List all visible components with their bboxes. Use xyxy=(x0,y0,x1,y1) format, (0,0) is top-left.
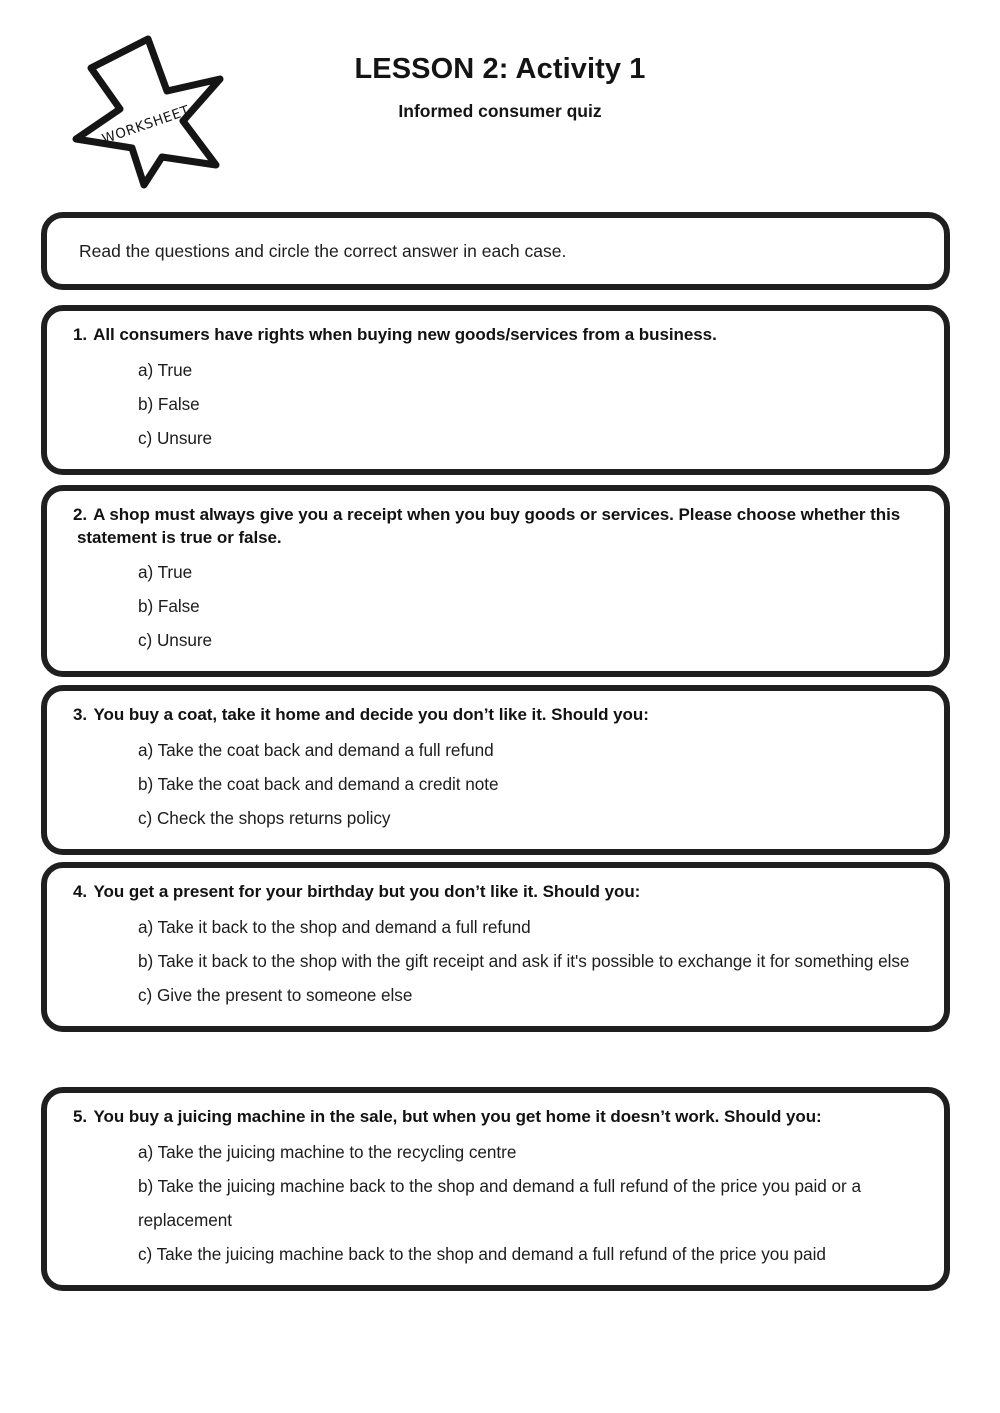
answer-option[interactable]: a) Take the juicing machine to the recycling centre xyxy=(138,1141,517,1162)
answer-option[interactable]: b) Take it back to the shop with the gift receipt and ask if it's possible to exchange it for something else xyxy=(138,950,910,971)
answer-option[interactable]: b) Take the coat back and demand a credit note xyxy=(138,773,499,794)
question-body: All consumers have rights when buying new goods/services from a business. xyxy=(93,325,717,344)
answer-option[interactable]: c) Check the shops returns policy xyxy=(138,807,391,828)
answer-option[interactable]: a) True xyxy=(138,562,193,583)
question-panel xyxy=(41,1087,950,1291)
question-body: You get a present for your birthday but you don’t like it. Should you: xyxy=(93,882,641,901)
worksheet-badge-label: WORKSHEET xyxy=(100,102,192,148)
question-number: 5. xyxy=(73,1107,88,1126)
question-body: You buy a coat, take it home and decide you don’t like it. Should you: xyxy=(93,705,649,724)
answer-options xyxy=(73,1135,926,1271)
question-panel xyxy=(41,685,950,855)
instruction-text: Read the questions and circle the correct answer in each case. xyxy=(79,240,567,261)
answer-option[interactable]: c) Unsure xyxy=(138,427,213,448)
question-text xyxy=(73,704,926,727)
page-title: LESSON 2: Activity 1 xyxy=(354,53,646,85)
answer-option[interactable]: b) False xyxy=(138,393,200,414)
instruction-panel xyxy=(41,212,950,290)
answer-option[interactable]: b) False xyxy=(138,596,200,617)
question-text xyxy=(73,881,926,904)
question-number: 2. xyxy=(73,505,88,524)
answer-option[interactable]: c) Give the present to someone else xyxy=(138,984,413,1005)
title-block xyxy=(230,52,770,122)
answer-option[interactable]: c) Take the juicing machine back to the shop and demand a full refund of the price you paid xyxy=(138,1243,826,1264)
question-text xyxy=(73,324,926,347)
answer-options xyxy=(73,733,926,835)
question-number: 4. xyxy=(73,882,88,901)
question-text xyxy=(73,504,926,549)
question-panel xyxy=(41,485,950,677)
question-panel xyxy=(41,862,950,1032)
worksheet-star-badge xyxy=(70,33,222,191)
answer-option[interactable]: b) Take the juicing machine back to the shop and demand a full refund of the price you paid or a replacement xyxy=(138,1175,861,1230)
answer-options xyxy=(73,910,926,1012)
question-text xyxy=(73,1106,926,1129)
answer-option[interactable]: c) Unsure xyxy=(138,630,213,651)
page-header xyxy=(0,0,1000,195)
answer-option[interactable]: a) Take it back to the shop and demand a full refund xyxy=(138,916,531,937)
answer-options xyxy=(73,353,926,455)
page-subtitle: Informed consumer quiz xyxy=(398,101,602,122)
answer-options xyxy=(73,555,926,657)
question-number: 3. xyxy=(73,705,88,724)
question-panel xyxy=(41,305,950,475)
question-body: You buy a juicing machine in the sale, but when you get home it doesn’t work. Should you: xyxy=(93,1107,822,1126)
answer-option[interactable]: a) Take the coat back and demand a full refund xyxy=(138,739,494,760)
question-body: A shop must always give you a receipt when you buy goods or services. Please choose whether this statement is true or false. xyxy=(77,505,901,547)
answer-option[interactable]: a) True xyxy=(138,359,193,380)
question-number: 1. xyxy=(73,325,88,344)
